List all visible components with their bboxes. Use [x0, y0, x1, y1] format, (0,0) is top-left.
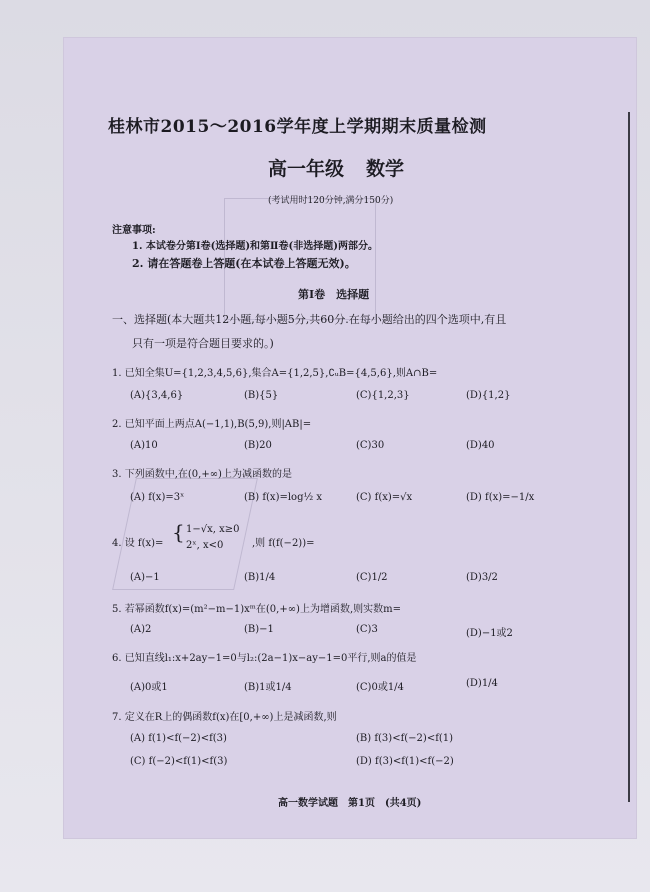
question-6-option-a: (A)0或1 [130, 682, 168, 693]
question-6-option-c: (C)0或1/4 [356, 682, 404, 693]
question-5-option-c: (C)3 [356, 624, 378, 635]
piecewise-brace: { [172, 520, 185, 544]
subject-label: 数学 [366, 158, 405, 180]
question-5-option-d: (D)−1或2 [466, 628, 513, 639]
notice-item-2: 2. 请在答题卷上答题(在本试卷上答题无效)。 [132, 257, 356, 270]
question-5-option-a: (A)2 [130, 624, 152, 635]
question-2-stem: 2. 已知平面上两点A(−1,1),B(5,9),则|AB|= [112, 419, 312, 430]
question-4-stem-prefix: 4. 设 f(x)= [112, 538, 164, 549]
section-heading: 第Ⅰ卷 选择题 [298, 288, 370, 301]
exam-time-note: (考试用时120分钟,满分150分) [268, 196, 394, 206]
question-1-option-c: (C){1,2,3} [356, 390, 410, 401]
question-1-option-b: (B){5} [244, 390, 279, 401]
question-4-piece-1: 1−√x, x≥0 [186, 524, 240, 535]
question-2-option-c: (C)30 [356, 440, 385, 451]
question-6-option-d: (D)1/4 [466, 678, 498, 689]
question-3-option-b: (B) f(x)=log½ x [244, 492, 322, 503]
page-edge-line [628, 112, 630, 802]
part-instructions-line-2: 只有一项是符合题目要求的。) [132, 337, 274, 350]
notice-heading: 注意事项: [112, 225, 156, 236]
question-5-option-b: (B)−1 [244, 624, 274, 635]
question-2-option-a: (A)10 [130, 440, 158, 451]
question-4-stem-suffix: ,则 f(f(−2))= [252, 538, 315, 549]
exam-title: 桂林市2015～2016学年度上学期期末质量检测 [108, 117, 487, 137]
question-4-piece-2: 2ˣ, x<0 [186, 540, 224, 551]
question-7-option-a: (A) f(1)<f(−2)<f(3) [130, 733, 227, 744]
question-2-option-d: (D)40 [466, 440, 495, 451]
grade-label: 高一年级 [268, 158, 345, 180]
question-1-option-d: (D){1,2} [466, 390, 511, 401]
question-6-stem: 6. 已知直线l₁:x+2ay−1=0与l₂:(2a−1)x−ay−1=0平行,则a的值是 [112, 653, 417, 664]
question-6-option-b: (B)1或1/4 [244, 682, 292, 693]
question-7-option-d: (D) f(3)<f(1)<f(−2) [356, 756, 454, 767]
question-3-option-a: (A) f(x)=3ˣ [130, 492, 185, 503]
question-4-option-d: (D)3/2 [466, 572, 498, 583]
question-3-option-c: (C) f(x)=√x [356, 492, 413, 503]
part-instructions-line-1: 一、选择题(本大题共12小题,每小题5分,共60分.在每小题给出的四个选项中,有且 [112, 313, 507, 326]
question-7-option-b: (B) f(3)<f(−2)<f(1) [356, 733, 454, 744]
question-1-stem: 1. 已知全集U={1,2,3,4,5,6},集合A={1,2,5},∁ᵤB={4,5,6},则A∩B= [112, 368, 438, 379]
page-footer: 高一数学试题 第1页 (共4页) [278, 798, 422, 809]
question-4-option-c: (C)1/2 [356, 572, 388, 583]
question-1-option-a: (A){3,4,6} [130, 390, 184, 401]
question-7-option-c: (C) f(−2)<f(1)<f(3) [130, 756, 228, 767]
notice-item-1: 1. 本试卷分第Ⅰ卷(选择题)和第Ⅱ卷(非选择题)两部分。 [132, 241, 378, 252]
question-5-stem: 5. 若幂函数f(x)=(m²−m−1)xᵐ在(0,+∞)上为增函数,则实数m= [112, 604, 402, 615]
grade-subject-heading [268, 154, 404, 181]
question-2-option-b: (B)20 [244, 440, 272, 451]
question-4-option-a: (A)−1 [130, 572, 160, 583]
question-3-stem: 3. 下列函数中,在(0,+∞)上为减函数的是 [112, 469, 292, 480]
question-3-option-d: (D) f(x)=−1/x [466, 492, 535, 503]
question-4-option-b: (B)1/4 [244, 572, 276, 583]
question-7-stem: 7. 定义在R上的偶函数f(x)在[0,+∞)上是减函数,则 [112, 712, 337, 723]
